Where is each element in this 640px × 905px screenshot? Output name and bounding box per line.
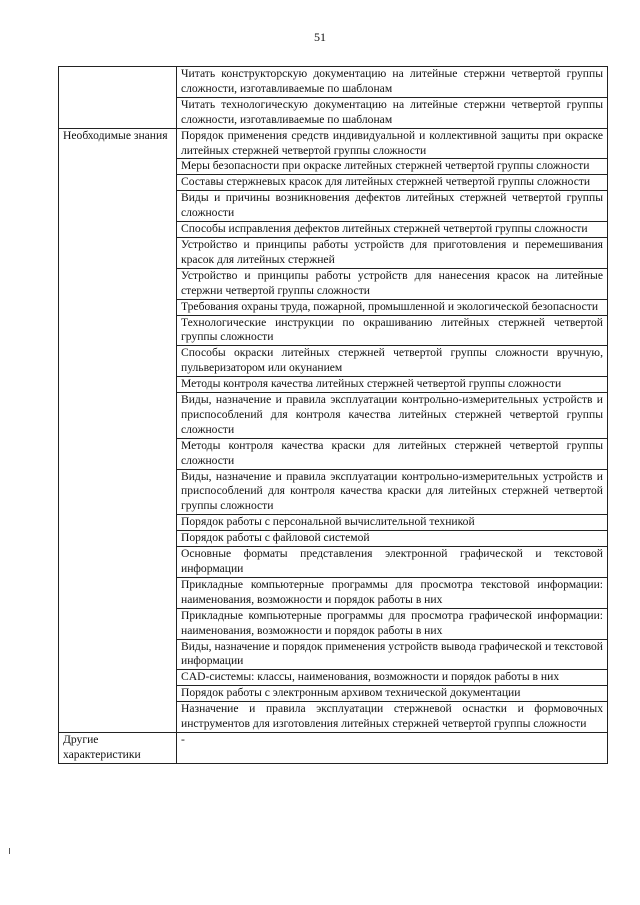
page-number: 51: [314, 30, 326, 44]
table-cell: Составы стержневых красок для литейных стержней четвертой группы сложности: [177, 175, 608, 191]
table-cell: Назначение и правила эксплуатации стержневой оснастки и формовочных инструментов для изготовления литейных стержней четвертой группы сложности: [177, 702, 608, 733]
knowledge-label: Необходимые знания: [59, 128, 177, 732]
table-cell: Устройство и принципы работы устройств для нанесения красок на литейные стержни четвертой группы сложности: [177, 268, 608, 299]
table-cell: Виды, назначение и правила эксплуатации контрольно-измерительных устройств и приспособлений для контроля качества краски для литейных стержней четвертой группы сложности: [177, 469, 608, 515]
table-row: [59, 732, 608, 763]
table-cell: Требования охраны труда, пожарной, промышленной и экологической безопасности: [177, 299, 608, 315]
table-cell: Виды, назначение и порядок применения устройств вывода графической и текстовой информации: [177, 639, 608, 670]
table-cell: Способы окраски литейных стержней четвертой группы сложности вручную, пульверизатором или окунанием: [177, 346, 608, 377]
table-cell: Основные форматы представления электронной графической и текстовой информации: [177, 547, 608, 578]
other-characteristics-value: -: [177, 732, 608, 763]
table-cell: Виды и причины возникновения дефектов литейных стержней четвертой группы сложности: [177, 191, 608, 222]
table-cell: Порядок работы с файловой системой: [177, 531, 608, 547]
table-cell: Порядок применения средств индивидуальной и коллективной защиты при окраске литейных стержней четвертой группы сложности: [177, 128, 608, 159]
table-cell: Порядок работы с электронным архивом технической документации: [177, 686, 608, 702]
table-cell: Порядок работы с персональной вычислительной техникой: [177, 515, 608, 531]
table-cell: Читать технологическую документацию на литейные стержни четвертой группы сложности, изготавливаемые по шаблонам: [177, 97, 608, 128]
empty-label-cell: [59, 67, 177, 129]
table-cell: Прикладные компьютерные программы для просмотра текстовой информации: наименования, возможности и порядок работы в них: [177, 577, 608, 608]
table-row: [59, 67, 608, 98]
table-cell: Меры безопасности при окраске литейных стержней четвертой группы сложности: [177, 159, 608, 175]
table-cell: Читать конструкторскую документацию на литейные стержни четвертой группы сложности, изготавливаемые по шаблонам: [177, 67, 608, 98]
table-cell: Методы контроля качества литейных стержней четвертой группы сложности: [177, 377, 608, 393]
table-cell: Способы исправления дефектов литейных стержней четвертой группы сложности: [177, 222, 608, 238]
requirements-table: [58, 66, 608, 764]
table-cell: Методы контроля качества краски для литейных стержней четвертой группы сложности: [177, 438, 608, 469]
table-cell: CAD-системы: классы, наименования, возможности и порядок работы в них: [177, 670, 608, 686]
table-cell: Устройство и принципы работы устройств для приготовления и перемешивания красок для литейных стержней: [177, 237, 608, 268]
table-cell: Прикладные компьютерные программы для просмотра графической информации: наименования, возможности и порядок работы в них: [177, 608, 608, 639]
other-characteristics-label: Другие характеристики: [59, 732, 177, 763]
margin-mark: [9, 848, 10, 854]
table-row: [59, 128, 608, 159]
table-cell: Виды, назначение и правила эксплуатации контрольно-измерительных устройств и приспособлений для контроля качества литейных стержней четвертой группы сложности: [177, 393, 608, 439]
table-cell: Технологические инструкции по окрашиванию литейных стержней четвертой группы сложности: [177, 315, 608, 346]
